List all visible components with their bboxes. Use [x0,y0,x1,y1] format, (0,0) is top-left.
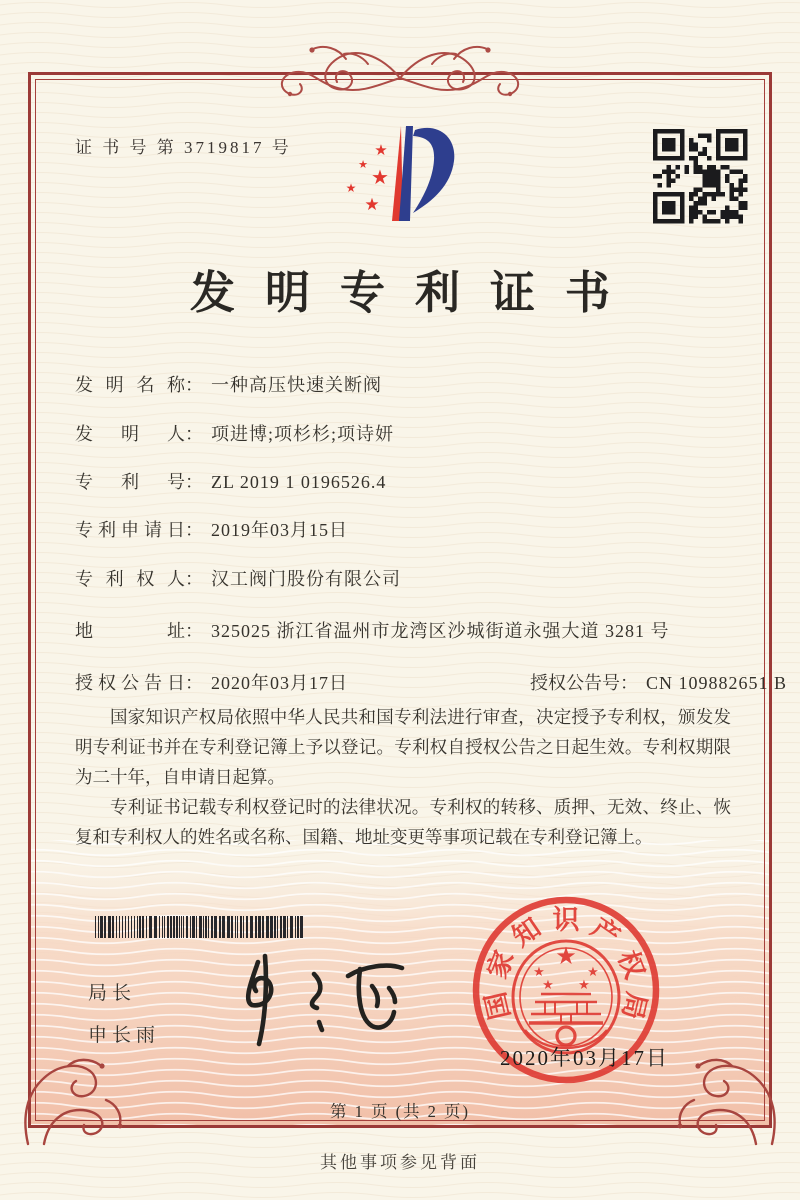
top-flourish-ornament [250,38,550,104]
field-value: 2019年03月15日 [211,520,348,540]
barcode [95,916,305,938]
svg-text:★: ★ [578,978,590,993]
svg-text:★: ★ [555,942,577,970]
svg-text:家: 家 [481,946,520,983]
field-row-invention-name: 发明名称： 一种高压快速关断阀 [75,371,382,397]
field-label: 专利权人 [75,569,185,589]
field-value: 项进博;项杉杉;项诗妍 [211,424,395,444]
svg-text:识: 识 [552,905,580,935]
svg-text:★: ★ [587,965,599,980]
field-row-address: 地址： 325025 浙江省温州市龙湾区沙城街道永强大道 3281 号 [75,617,670,643]
field-label: 授权公告日 [75,673,185,693]
svg-text:权: 权 [612,946,651,983]
field-value: 一种高压快速关断阀 [211,375,382,395]
certificate-title: 发明专利证书 [189,268,640,318]
svg-text:★: ★ [371,165,389,189]
field-value: CN 109882651 B [646,673,788,693]
svg-text:★: ★ [364,195,380,215]
field-value: 325025 浙江省温州市龙湾区沙城街道永强大道 3281 号 [211,621,670,641]
signature-autograph-icon [202,946,427,1051]
field-value: 汉工阀门股份有限公司 [211,569,401,589]
director-title: 局长 [88,983,137,1004]
field-row-filing-date: 专利申请日： 2019年03月15日 [75,516,348,542]
field-row-inventors: 发明人： 项进博;项杉杉;项诗妍 [75,420,394,446]
seal-date: 2020年03月17日 [500,1046,669,1070]
legal-text [75,702,731,852]
field-row-patent-number: 专利号： ZL 2019 1 0196526.4 [75,468,386,494]
svg-text:知: 知 [506,912,547,953]
field-label: 专利申请日 [75,520,185,540]
svg-text:★: ★ [542,978,554,993]
field-value: 2020年03月17日 [211,673,348,693]
back-side-note: 其他事项参见背面 [320,1153,480,1172]
field-label: 发明人 [75,424,185,444]
field-value: ZL 2019 1 0196526.4 [211,472,387,492]
cnipa-logo-icon [335,118,465,233]
qr-code [653,129,748,224]
svg-text:★: ★ [345,181,357,195]
field-label: 地址 [75,621,185,641]
director-name: 申长雨 [88,1025,161,1046]
svg-text:国: 国 [480,989,516,1023]
field-label: 专利号 [75,472,185,492]
legal-paragraph: 专利证书记载专利权登记时的法律状况。专利权的转移、质押、无效、终止、恢复和专利权人的姓名或名称、国籍、地址变更等事项记载在专利登记簿上。 [75,797,731,847]
svg-text:★: ★ [358,158,368,171]
page-number: 第 1 页 (共 2 页) [329,1102,471,1121]
svg-text:局: 局 [616,989,652,1023]
field-label: 授权公告号 [530,673,620,693]
field-row-grant-date: 授权公告日： 2020年03月17日 授权公告号： CN 109882651 B [75,669,348,695]
field-label: 发明名称 [75,375,185,395]
legal-paragraph: 国家知识产权局依照中华人民共和国专利法进行审查，决定授予专利权，颁发发明专利证书并在专利登记簿上予以登记。专利权自授权公告之日起生效。专利权期限为二十年，自申请日起算。 [75,707,731,787]
svg-text:产: 产 [585,912,626,953]
director-block [88,978,160,1062]
field-row-grant-number: 授权公告号： CN 109882651 B [530,673,788,693]
svg-text:★: ★ [533,965,545,980]
svg-text:★: ★ [374,141,388,159]
certificate-number: 证 书 号 第 3719817 号 [75,138,292,157]
field-row-patentee: 专利权人： 汉工阀门股份有限公司 [75,565,401,591]
